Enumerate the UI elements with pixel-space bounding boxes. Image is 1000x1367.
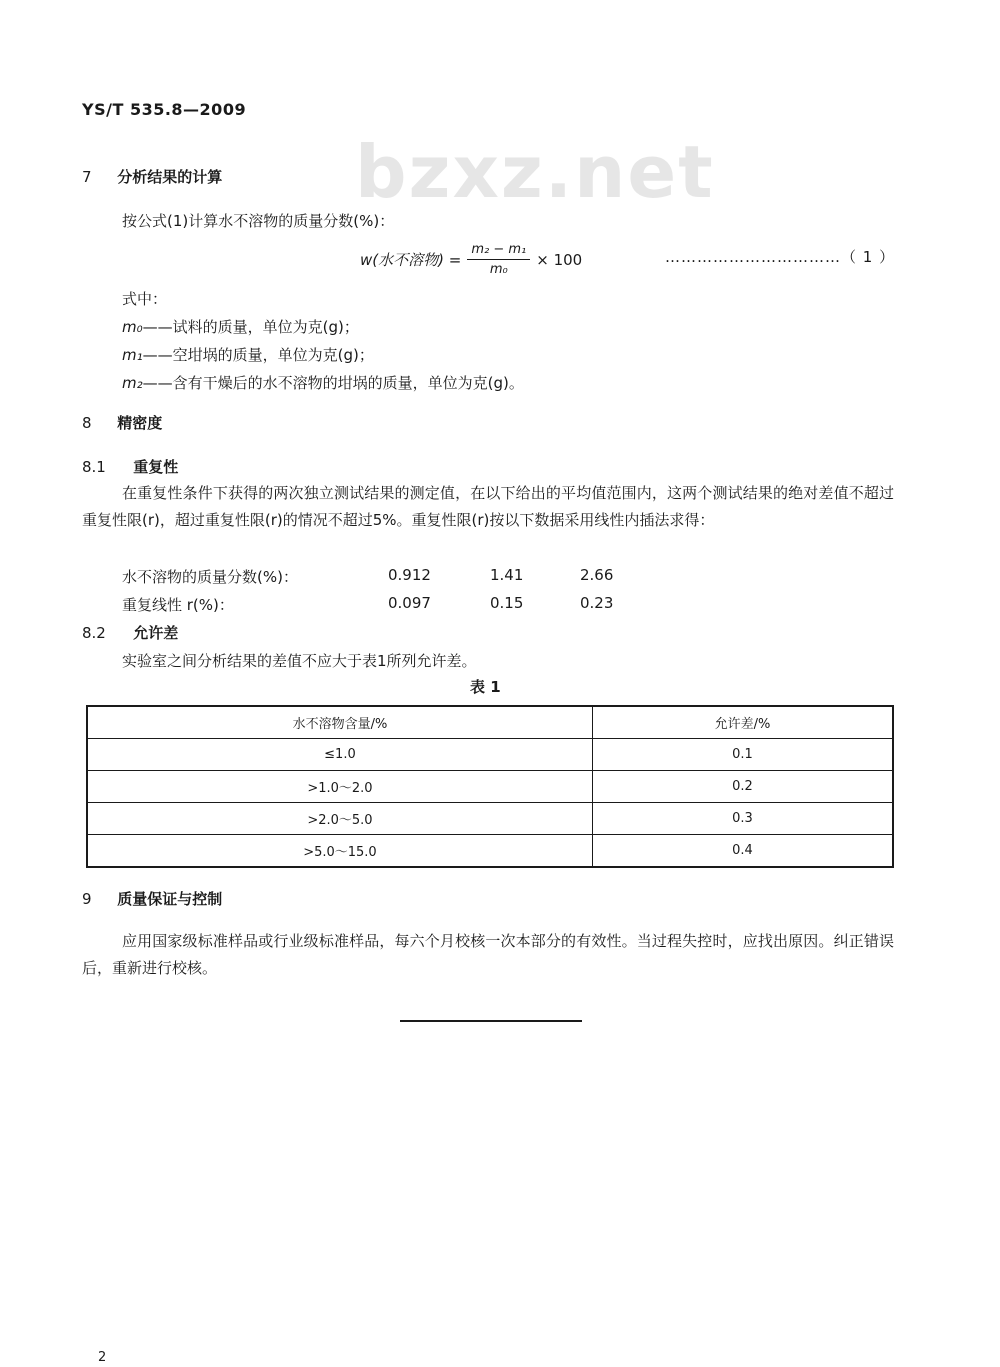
repeatability-paragraph: 在重复性条件下获得的两次独立测试结果的测定值，在以下给出的平均值范围内，这两个测试结果的绝对差值不超过重复性限(r)，超过重复性限(r)的情况不超过5%。重复性限(r)按以下数据采用线性内插法求得： [82,484,894,529]
row-value: 1.41 [490,566,524,584]
end-rule [400,1020,582,1022]
formula-lhs: w(水不溶物) = [360,251,462,269]
section-number: 9 [82,890,92,908]
variable-m0 [122,316,359,337]
formula-intro: 按公式(1)计算水不溶物的质量分数(%)： [122,212,395,230]
repeatability-row-limit [122,594,722,616]
table-cell: >2.0～5.0 [87,803,592,835]
row-label: 水不溶物的质量分数(%)： [122,568,298,586]
section-number: 8 [82,414,92,432]
table-header-row [87,706,893,739]
table-header: 水不溶物含量/% [87,706,592,739]
table-cell: >5.0～15.0 [87,835,592,868]
table-cell: 0.4 [592,835,893,868]
row-label: 重复线性 r(%)： [122,596,234,614]
table-cell: 0.2 [592,771,893,803]
section-8-1-heading [82,456,178,477]
section-title: 重复性 [133,458,179,476]
section-number: 8.2 [82,624,106,642]
table-cell: 0.1 [592,739,893,771]
variable-symbol: m₂ [122,374,143,392]
watermark: bzxz.net [355,130,715,214]
section-8-heading [82,412,162,433]
page-number: 2 [98,1350,107,1365]
table-row [87,739,893,771]
section-9-heading [82,888,222,909]
table-row [87,835,893,868]
variable-symbol: m₀ [122,318,143,336]
variable-desc: ——试料的质量，单位为克(g)； [142,318,359,336]
section-title: 分析结果的计算 [117,168,223,186]
variable-desc: ——含有干燥后的水不溶物的坩埚的质量，单位为克(g)。 [142,374,524,392]
equation-number: ……………………………（ 1 ） [665,248,896,266]
table-cell: 0.3 [592,803,893,835]
formula-tail: × 100 [536,250,583,269]
section-number: 8.1 [82,458,106,476]
repeatability-row-content [122,566,722,588]
variable-m1 [122,344,374,365]
where-label: 式中： [122,290,168,308]
formula-denominator: m₀ [489,262,508,277]
section-8-2-heading [82,622,178,643]
section-7-heading [82,166,222,187]
standard-code: YS/T 535.8—2009 [82,100,247,119]
section-number: 7 [82,168,92,186]
row-value: 0.912 [388,566,431,584]
formula-fraction [467,242,530,277]
row-value: 2.66 [580,566,614,584]
row-value: 0.097 [388,594,431,612]
tolerance-paragraph: 实验室之间分析结果的差值不应大于表1所列允许差。 [122,652,477,670]
table-row [87,771,893,803]
variable-symbol: m₁ [122,346,143,364]
table-header: 允许差/% [592,706,893,739]
formula-numerator: m₂ − m₁ [467,242,530,260]
variable-desc: ——空坩埚的质量，单位为克(g)； [142,346,374,364]
quality-control-paragraph: 应用国家级标准样品或行业级标准样品，每六个月校核一次本部分的有效性。当过程失控时，应找出原因。纠正错误后，重新进行校核。 [82,932,894,977]
table-row [87,803,893,835]
table-cell: ≤1.0 [87,739,592,771]
table-cell: >1.0～2.0 [87,771,592,803]
formula-1 [360,242,582,277]
tolerance-table [86,705,894,868]
variable-m2 [122,372,524,393]
table-caption: 表 1 [470,678,501,696]
section-title: 精密度 [117,414,163,432]
section-title: 质量保证与控制 [117,890,223,908]
section-title: 允许差 [133,624,179,642]
row-value: 0.15 [490,594,524,612]
row-value: 0.23 [580,594,614,612]
